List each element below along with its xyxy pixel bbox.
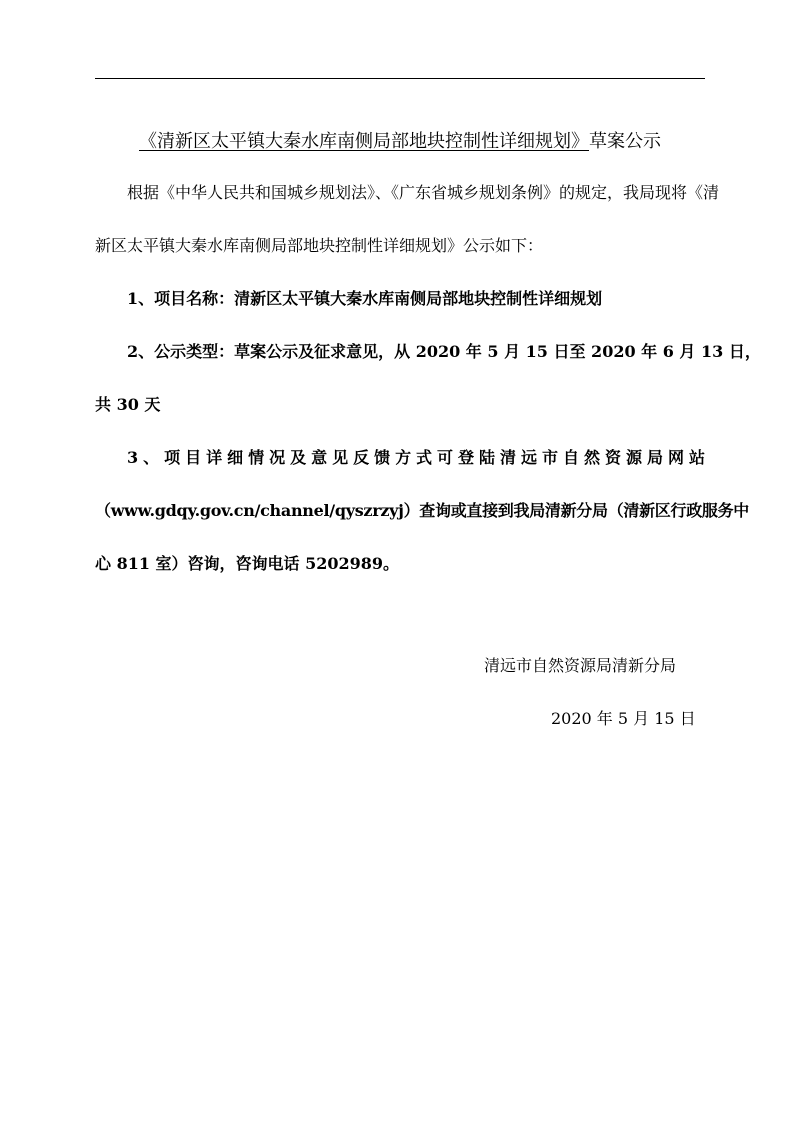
document-title bbox=[0, 131, 800, 153]
item-2-line-2: 共 30 天 bbox=[95, 395, 161, 414]
signature-date: 2020 年 5 月 15 日 bbox=[551, 709, 696, 728]
item-2-line-1: 2、公示类型：草案公示及征求意见，从 2020 年 5 月 15 日至 2020 年 6 月 13 日， bbox=[127, 342, 761, 361]
signature-organization: 清远市自然资源局清新分局 bbox=[484, 656, 677, 675]
intro-line-2: 新区太平镇大秦水库南侧局部地块控制性详细规划》公示如下： bbox=[95, 236, 544, 255]
document-title-main: 《清新区太平镇大秦水库南侧局部地块控制性详细规划》 bbox=[139, 131, 589, 152]
item-3-line-1: 3、项目详细情况及意见反馈方式可登陆清远市自然资源局网站 bbox=[127, 448, 705, 467]
document-title-suffix: 草案公示 bbox=[589, 131, 661, 152]
intro-line-1: 根据《中华人民共和国城乡规划法》、《广东省城乡规划条例》的规定，我局现将《清 bbox=[127, 183, 720, 202]
top-divider bbox=[95, 78, 705, 79]
item-1-project-name: 1、项目名称：清新区太平镇大秦水库南侧局部地块控制性详细规划 bbox=[127, 289, 603, 308]
item-3-line-3: 心 811 室）咨询，咨询电话 5202989。 bbox=[95, 554, 400, 573]
item-3-line-2: （www.gdqy.gov.cn/channel/qyszrzyj）查询或直接到我局清新分局（清新区行政服务中 bbox=[95, 501, 750, 520]
